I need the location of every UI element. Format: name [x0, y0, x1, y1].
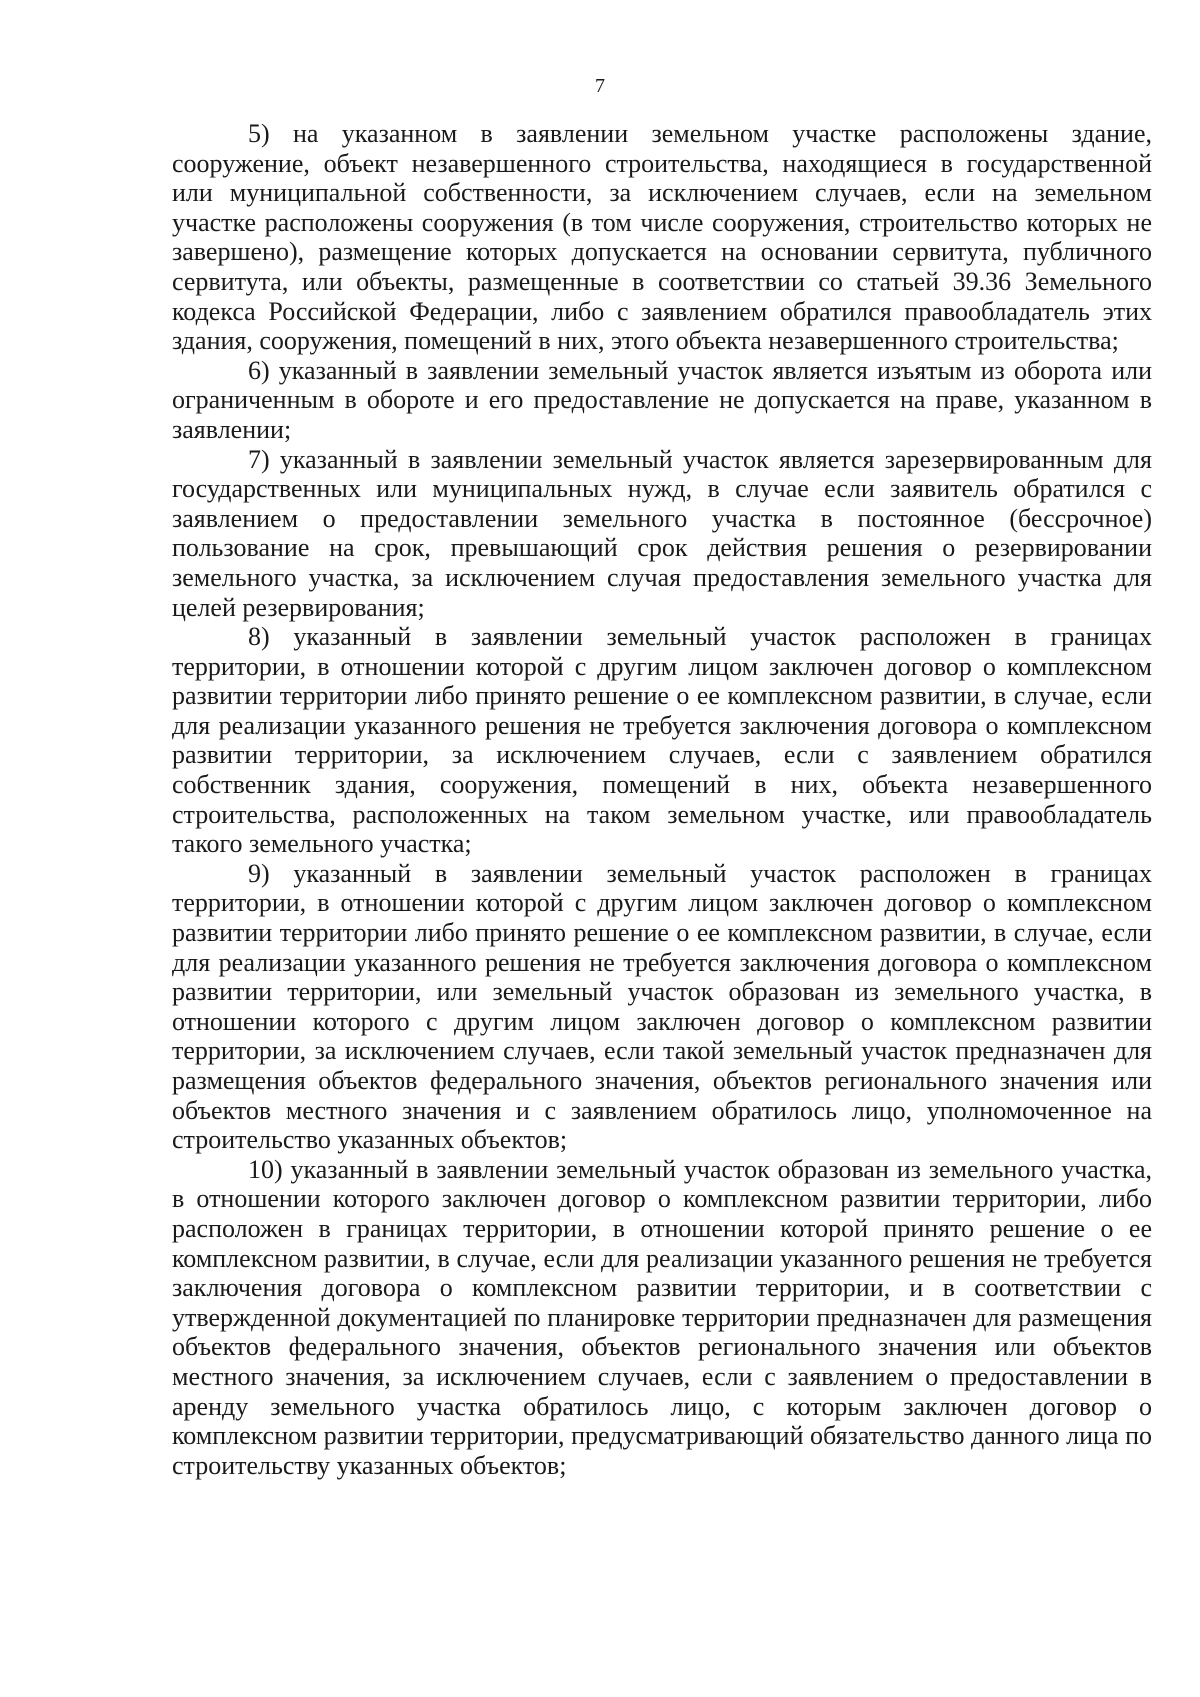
paragraph-item-9: 9) указанный в заявлении земельный участок расположен в границах территории, в отношении которой с другим лицом заключен договор о комплексном развитии территории либо принято решение о ее комплексном развитии, в случае, если для реализации указанного решения не требуется заключения договора о комплексном развитии территории, или земельный участок образован из земельного участка, в отношении которого с другим лицом заключен договор о комплексном развитии территории, за исключением случаев, если такой земельный участок предназначен для размещения объектов федерального значения, объектов регионального значения или объектов местного значения и с заявлением обратилось лицо, уполномоченное на строительство указанных объектов;	[172, 858, 1152, 1155]
document-body	[172, 119, 1152, 1480]
paragraph-item-8: 8) указанный в заявлении земельный участок расположен в границах территории, в отношении которой с другим лицом заключен договор о комплексном развитии территории либо принято решение о ее комплексном развитии, в случае, если для реализации указанного решения не требуется заключения договора о комплексном развитии территории, за исключением случаев, если с заявлением обратился собственник здания, сооружения, помещений в них, объекта незавершенного строительства, расположенных на таком земельном участке, или правообладатель такого земельного участка;	[172, 622, 1152, 859]
page-number: 7	[595, 75, 605, 97]
paragraph-item-7: 7) указанный в заявлении земельный участок является зарезервированным для государственных или муниципальных нужд, в случае если заявитель обратился с заявлением о предоставлении земельного участка в постоянное (бессрочное) пользование на срок, превышающий срок действия решения о резервировании земельного участка, за исключением случая предоставления земельного участка для целей резервирования;	[172, 444, 1152, 622]
paragraph-item-6: 6) указанный в заявлении земельный участок является изъятым из оборота или ограниченным в обороте и его предоставление не допускается на праве, указанном в заявлении;	[172, 355, 1152, 444]
paragraph-item-10: 10) указанный в заявлении земельный участок образован из земельного участка, в отношении которого заключен договор о комплексном развитии территории, либо расположен в границах территории, в отношении которой принято решение о ее комплексном развитии, в случае, если для реализации указанного решения не требуется заключения договора о комплексном развитии территории, и в соответствии с утвержденной документацией по планировке территории предназначен для размещения объектов федерального значения, объектов регионального значения или объектов местного значения, за исключением случаев, если с заявлением о предоставлении в аренду земельного участка обратилось лицо, с которым заключен договор о комплексном развитии территории, предусматривающий обязательство данного лица по строительству указанных объектов;	[172, 1154, 1152, 1480]
paragraph-item-5: 5) на указанном в заявлении земельном участке расположены здание, сооружение, объект незавершенного строительства, находящиеся в государственной или муниципальной собственности, за исключением случаев, если на земельном участке расположены сооружения (в том числе сооружения, строительство которых не завершено), размещение которых допускается на основании сервитута, публичного сервитута, или объекты, размещенные в соответствии со статьей 39.36 Земельного кодекса Российской Федерации, либо с заявлением обратился правообладатель этих здания, сооружения, помещений в них, этого объекта незавершенного строительства;	[172, 119, 1152, 356]
